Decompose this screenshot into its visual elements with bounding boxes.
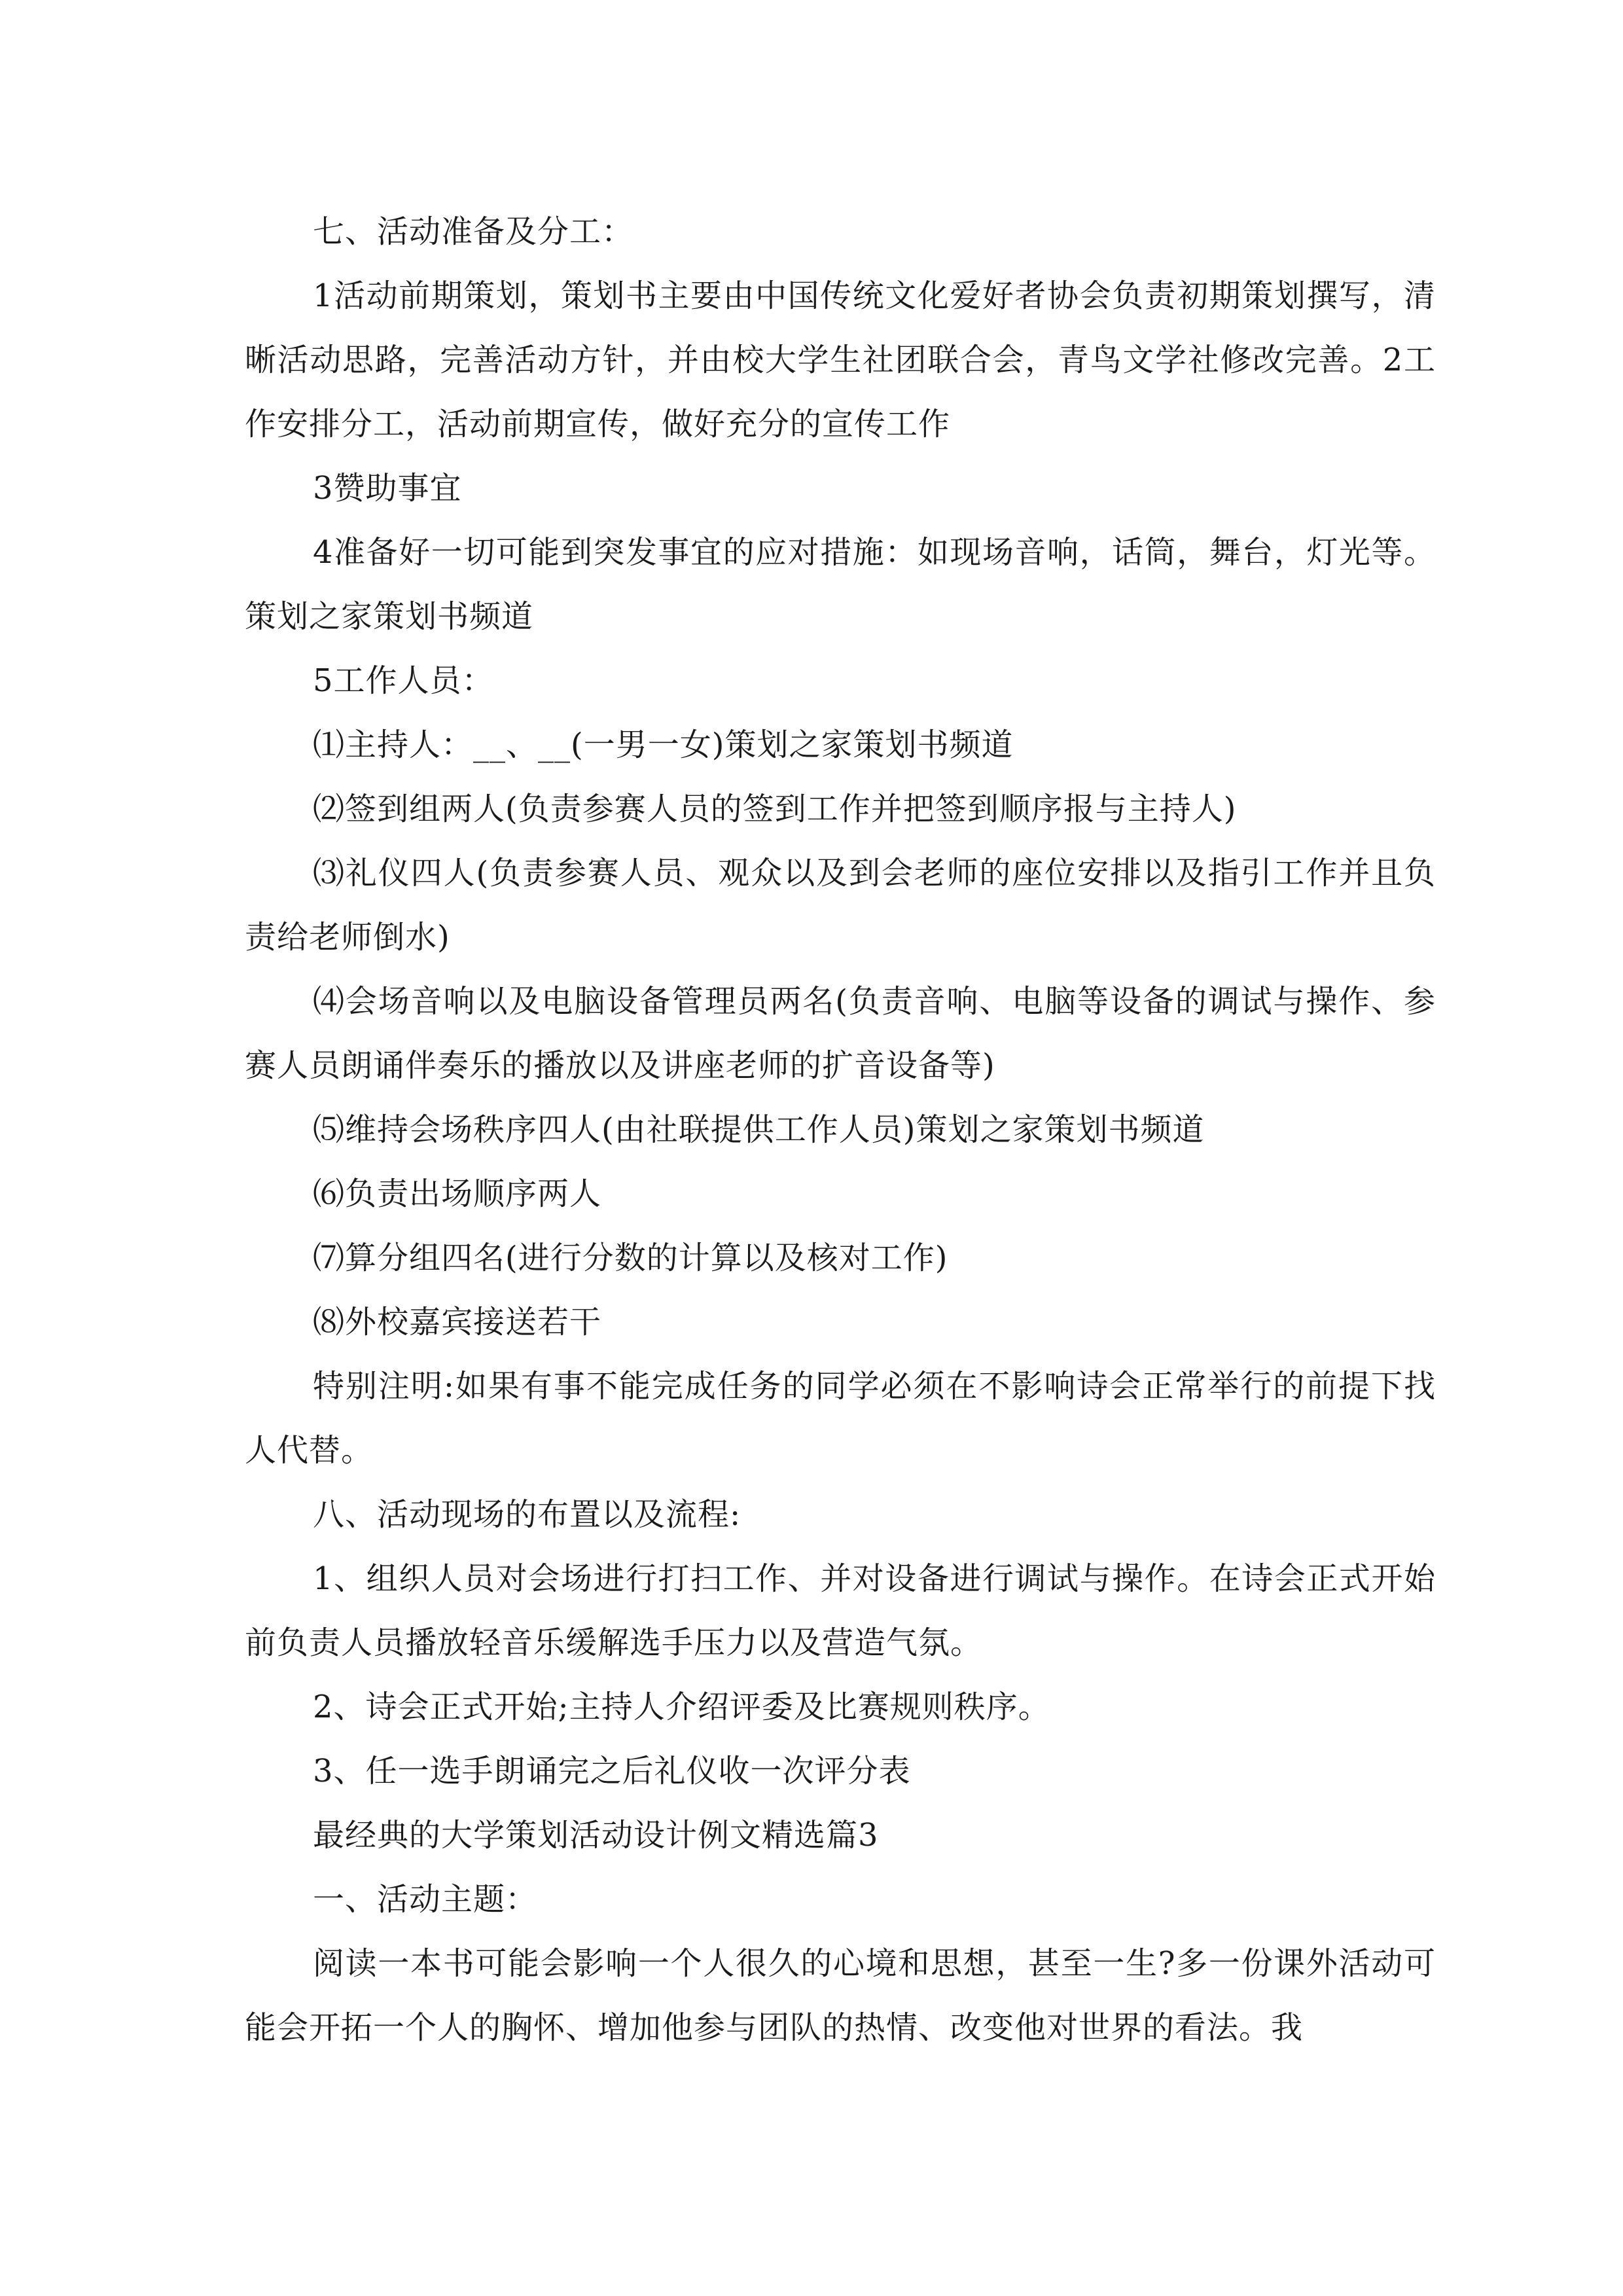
paragraph-reading: 阅读一本书可能会影响一个人很久的心境和思想，甚至一生?多一份课外活动可能会开拓一个人的胸怀、增加他参与团队的热情、改变他对世界的看法。我: [245, 1945, 1436, 2046]
paragraph-staff: 5工作人员：: [313, 662, 494, 699]
list-item-scoring: ⑺算分组四名(进行分数的计算以及核对工作): [313, 1240, 948, 1276]
paragraph-planning: 1活动前期策划，策划书主要由中国传统文化爱好者协会负责初期策划撰写，清晰活动思路，完善活动方针，并由校大学生社团联合会，青鸟文学社修改完善。2工作安排分工，活动前期宣传，做好充分的宣传工作: [245, 278, 1436, 442]
section-title-part-3: 最经典的大学策划活动设计例文精选篇3: [313, 1817, 879, 1854]
heading-preparation: 七、活动准备及分工：: [313, 213, 634, 250]
heading-venue-layout: 八、活动现场的布置以及流程:: [313, 1496, 741, 1533]
paragraph-step-1: 1、组织人员对会场进行打扫工作、并对设备进行调试与操作。在诗会正式开始前负责人员播放轻音乐缓解选手压力以及营造气氛。: [245, 1560, 1436, 1661]
heading-activity-theme: 一、活动主题：: [313, 1881, 538, 1918]
list-item-host: ⑴主持人：__、__(一男一女)策划之家策划书频道: [313, 726, 1014, 763]
paragraph-special-note: 特别注明:如果有事不能完成任务的同学必须在不影响诗会正常举行的前提下找人代替。: [245, 1368, 1436, 1469]
list-item-appearance-order: ⑹负责出场顺序两人: [313, 1175, 602, 1212]
document-body: [245, 200, 1436, 2060]
paragraph-step-2: 2、诗会正式开始;主持人介绍评委及比赛规则秩序。: [313, 1689, 1050, 1725]
list-item-sign-in: ⑵签到组两人(负责参赛人员的签到工作并把签到顺序报与主持人): [313, 791, 1237, 827]
paragraph-step-3: 3、任一选手朗诵完之后礼仪收一次评分表: [313, 1753, 911, 1789]
paragraph-emergency-measures: 4准备好一切可能到突发事宜的应对措施：如现场音响，话筒，舞台，灯光等。策划之家策划书频道: [245, 534, 1436, 635]
list-item-etiquette: ⑶礼仪四人(负责参赛人员、观众以及到会老师的座位安排以及指引工作并且负责给老师倒水): [245, 855, 1436, 956]
paragraph-sponsorship: 3赞助事宜: [313, 470, 462, 507]
list-item-guests: ⑻外校嘉宾接送若干: [313, 1304, 602, 1340]
list-item-equipment: ⑷会场音响以及电脑设备管理员两名(负责音响、电脑等设备的调试与操作、参赛人员朗诵伴奏乐的播放以及讲座老师的扩音设备等): [245, 983, 1436, 1084]
list-item-order: ⑸维持会场秩序四人(由社联提供工作人员)策划之家策划书频道: [313, 1111, 1205, 1148]
